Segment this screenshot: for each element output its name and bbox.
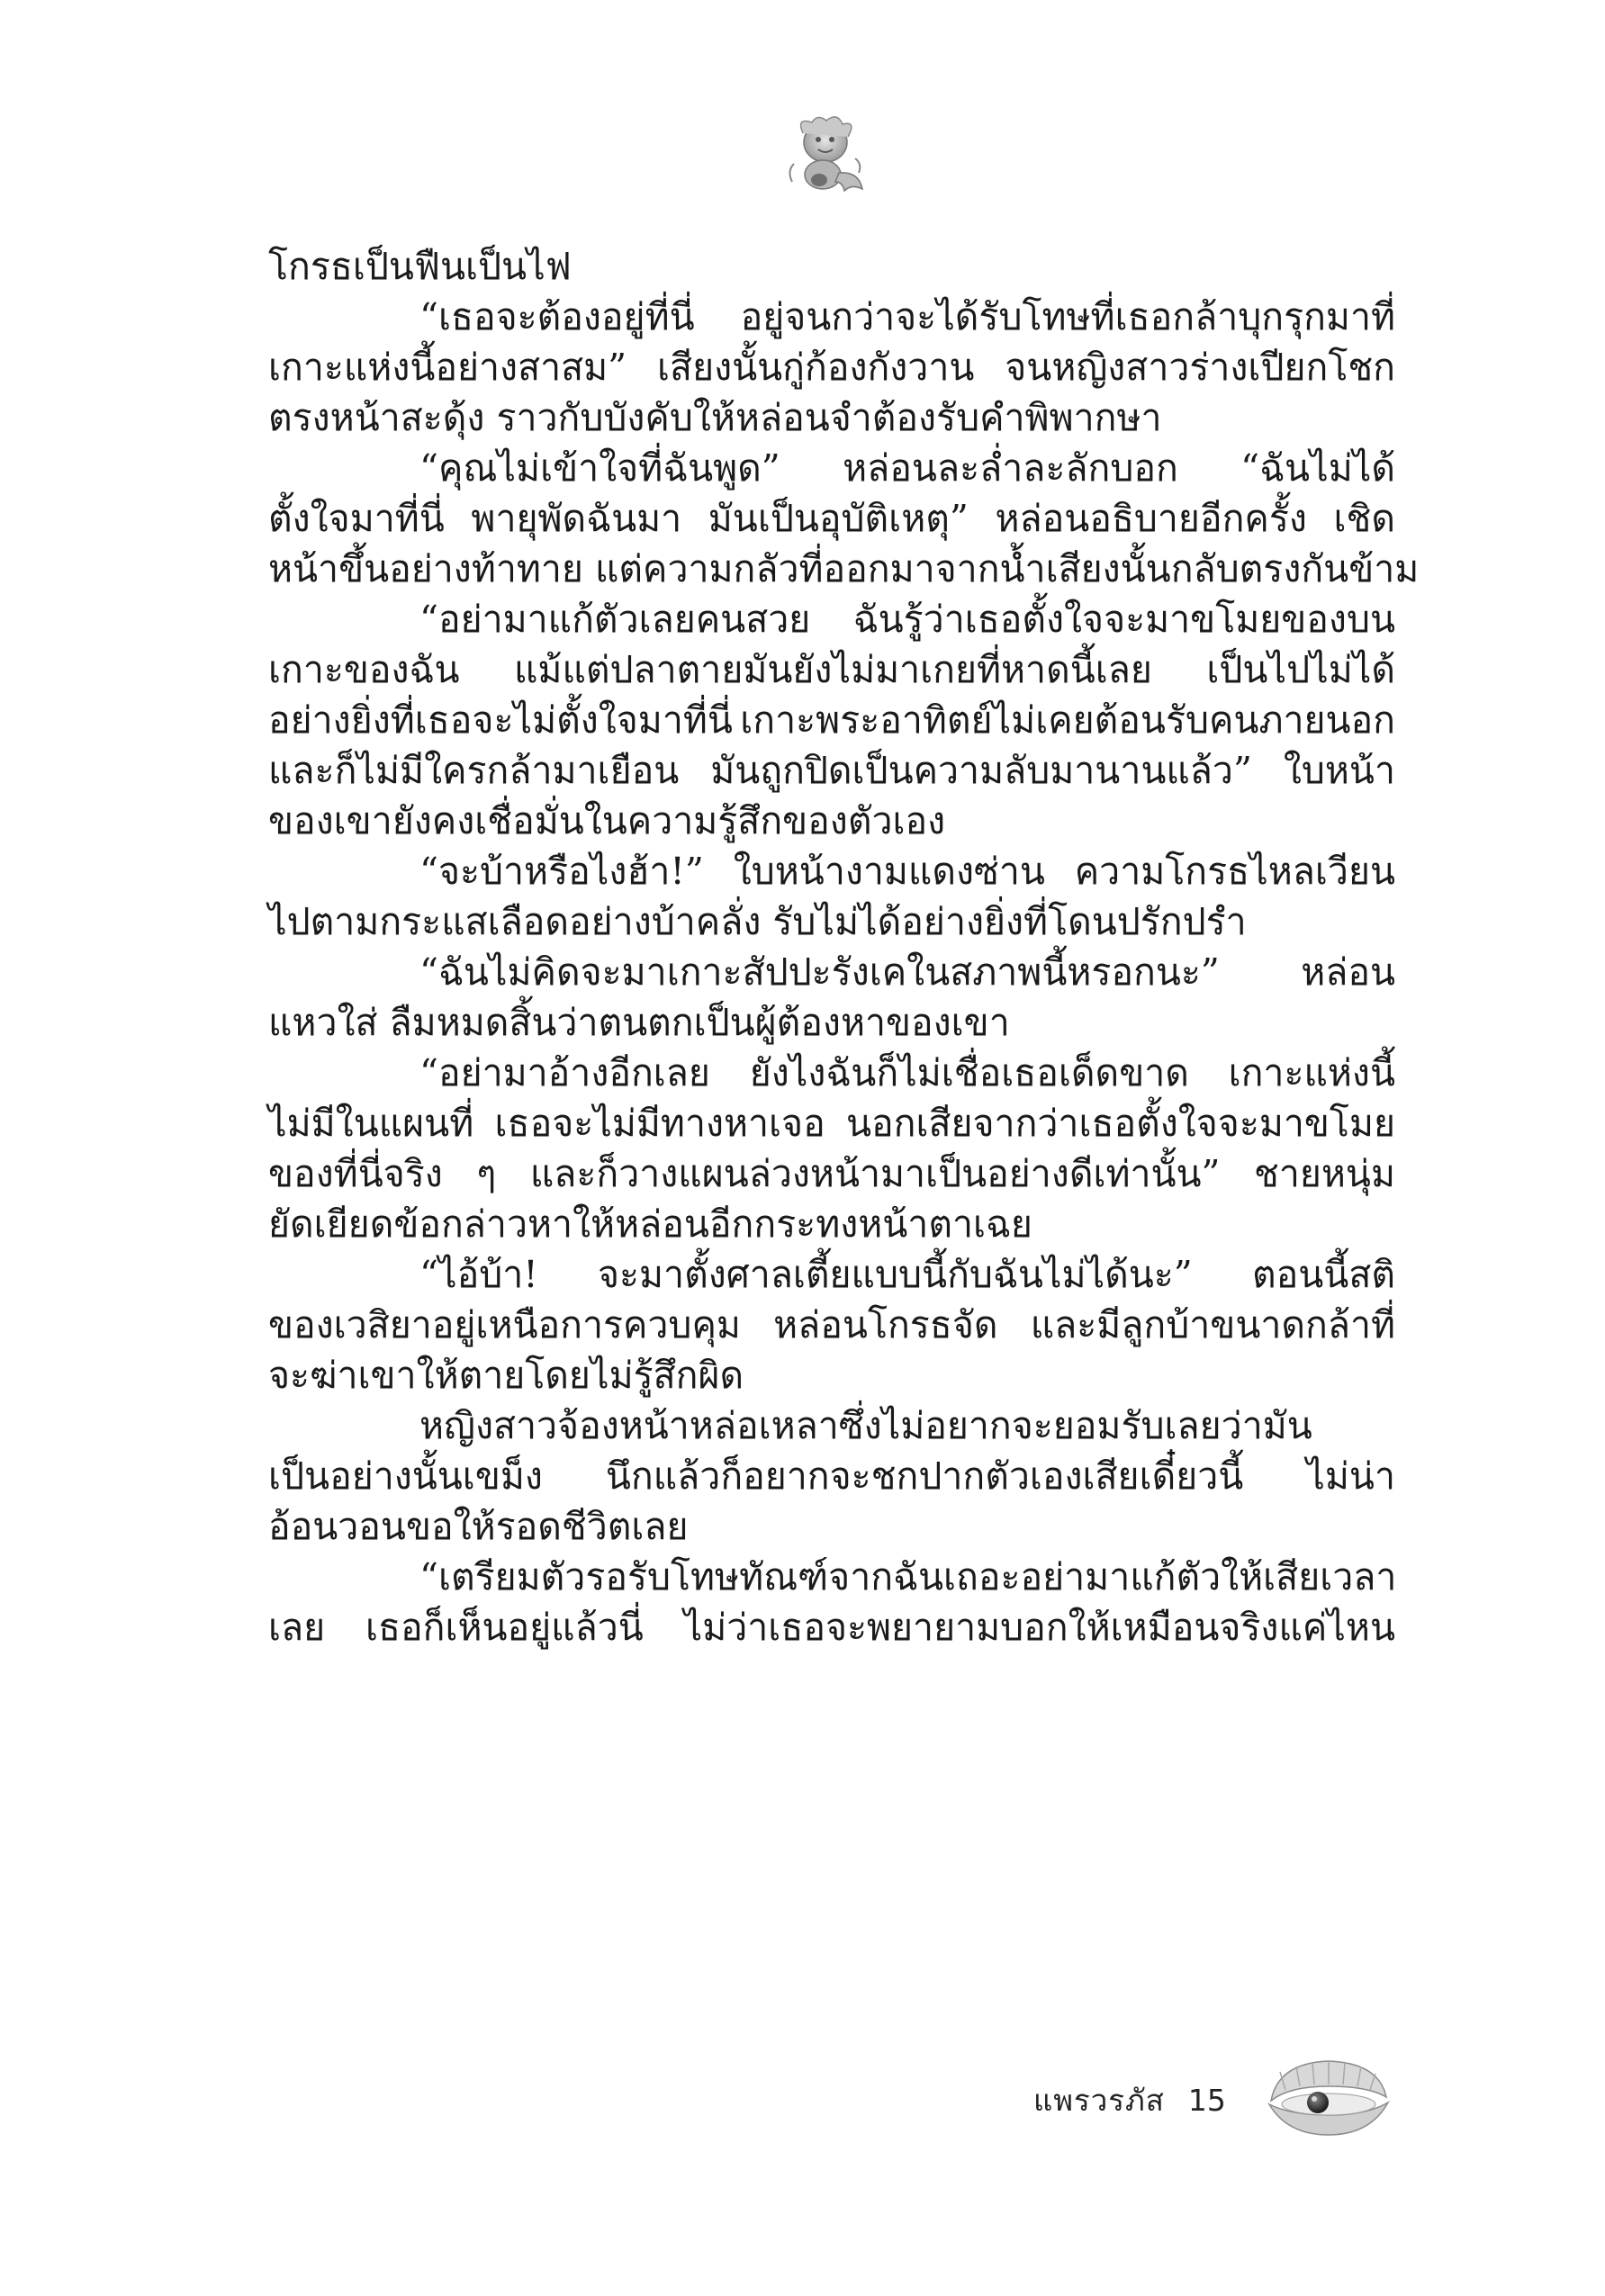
text-word: เลย — [268, 1606, 326, 1649]
text-word: ๆ — [476, 1152, 497, 1195]
text-line: ยัดเยียดข้อกล่าวหาให้หล่อนอีกกระทงหน้าตาเฉย — [268, 1202, 1032, 1246]
text-line — [268, 947, 1395, 997]
text-word: “อย่ามาอ้างอีกเลย — [419, 1051, 710, 1094]
text-line — [268, 1451, 1395, 1501]
text-word: ของเวสิยาอยู่เหนือการควบคุม — [268, 1303, 741, 1346]
text-line: ตรงหน้าสะดุ้ง ราวกับบังคับให้หล่อนจำต้องรับคำพิพากษา — [268, 396, 1162, 439]
text-line — [268, 493, 1395, 544]
text-word: เชิด — [1333, 497, 1395, 540]
text-word: หล่อนละล่ำละลักบอก — [843, 446, 1178, 490]
text-line: โกรธเป็นฟืนเป็นไฟ — [268, 245, 572, 288]
text-word: เกาะพระอาทิตย์ไม่เคยต้อนรับคนภายนอก — [740, 698, 1395, 742]
text-word: “อย่ามาแก้ตัวเลยคนสวย — [419, 598, 811, 641]
author-name: แพรวรภัส — [1033, 2082, 1165, 2118]
text-line: หน้าขึ้นอย่างท้าทาย แต่ความกลัวที่ออกมาจากน้ำเสียงนั้นกลับตรงกันข้าม — [268, 547, 1420, 590]
text-line: อ้อนวอนขอให้รอดชีวิตเลย — [268, 1505, 689, 1548]
text-word: อยู่จนกว่าจะได้รับโทษที่เธอกล้าบุกรุกมาที่ — [740, 295, 1395, 338]
text-word: ไม่ว่าเธอจะพยายามบอกให้เหมือนจริงแค่ไหน — [683, 1606, 1395, 1649]
text-line — [268, 846, 1395, 896]
mermaid-cherub-icon — [776, 106, 875, 205]
text-word: จะมาตั้งศาลเตี้ยแบบนี้กับฉันไม่ได้นะ” — [597, 1253, 1193, 1296]
text-line — [268, 1249, 1395, 1300]
text-word: อย่ามาแก้ตัวให้เสียเวลา — [1020, 1555, 1397, 1598]
text-word: นอกเสียจากว่าเธอตั้งใจจะมาขโมย — [846, 1102, 1395, 1145]
text-line — [268, 745, 1395, 796]
text-word: เกาะแห่งนี้ — [1228, 1051, 1395, 1094]
text-word: ตั้งใจมาที่นี่ — [268, 497, 445, 540]
text-word: “เธอจะต้องอยู่ที่นี่ — [419, 295, 695, 338]
text-line — [268, 1552, 1395, 1602]
text-line: ไปตามกระแสเลือดอย่างบ้าคลั่ง รับไม่ได้อย่างยิ่งที่โดนปรักปรำ — [268, 900, 1247, 943]
text-line — [268, 342, 1395, 392]
text-word: เธอก็เห็นอยู่แล้วนี่ — [365, 1606, 644, 1649]
text-word: ไม่น่า — [1306, 1454, 1395, 1498]
text-word: ความโกรธไหลเวียน — [1074, 850, 1395, 893]
text-word: ไม่มีในแผนที่ — [268, 1102, 474, 1145]
text-line — [268, 1602, 1395, 1652]
text-line — [268, 1400, 1395, 1451]
text-word: ใบหน้า — [1283, 749, 1395, 792]
text-line — [268, 1300, 1395, 1350]
text-line — [268, 443, 1395, 493]
text-word: ชายหนุ่ม — [1254, 1152, 1395, 1195]
story-text — [268, 241, 1420, 1652]
text-word: นึกแล้วก็อยากจะชกปากตัวเองเสียเดี๋ยวนี้ — [605, 1454, 1244, 1498]
text-line — [268, 695, 1395, 745]
text-word: ตอนนี้สติ — [1252, 1253, 1395, 1296]
text-word: “คุณไม่เข้าใจที่ฉันพูด” — [419, 446, 780, 490]
pearl-oyster-icon — [1260, 2045, 1395, 2144]
text-word: เกาะของฉัน — [268, 648, 460, 691]
text-word: จนหญิงสาวร่างเปียกโชก — [1005, 346, 1395, 389]
text-word: “ฉันไม่คิดจะมาเกาะสัปปะรังเคในสภาพนี้หรอกนะ” — [419, 950, 1220, 994]
text-word: และมีลูกบ้าขนาดกล้าที่ — [1030, 1303, 1395, 1346]
text-line: แหวใส่ ลืมหมดสิ้นว่าตนตกเป็นผู้ต้องหาของเขา — [268, 1001, 1010, 1044]
text-line: จะฆ่าเขาให้ตายโดยไม่รู้สึกผิด — [268, 1354, 744, 1397]
text-word: “ฉันไม่ได้ — [1240, 446, 1395, 490]
text-word: ใบหน้างามแดงซ่าน — [733, 850, 1045, 893]
text-word: และก็ไม่มีใครกล้ามาเยือน — [268, 749, 680, 792]
text-line — [268, 594, 1395, 644]
text-word: เสียงนั้นกู่ก้องกังวาน — [657, 346, 975, 389]
text-word: หล่อนโกรธจัด — [773, 1303, 998, 1346]
text-word: พายุพัดฉันมา — [471, 497, 682, 540]
text-word: เธอจะไม่มีทางหาเจอ — [494, 1102, 825, 1145]
page-footer — [1033, 2068, 1226, 2131]
text-word: ฉันรู้ว่าเธอตั้งใจจะมาขโมยของบน — [852, 598, 1395, 641]
text-word: “เตรียมตัวรอรับโทษทัณฑ์จากฉันเถอะ — [419, 1555, 1021, 1598]
text-line — [268, 1098, 1395, 1148]
page-number: 15 — [1187, 2082, 1226, 2118]
text-line — [268, 1148, 1395, 1199]
text-word: “ไอ้บ้า! — [419, 1253, 538, 1296]
text-line — [268, 1048, 1395, 1098]
text-word: มันเป็นอุบัติเหตุ” — [708, 497, 969, 540]
text-line: ของเขายังคงเชื่อมั่นในความรู้สึกของตัวเอง — [268, 799, 946, 842]
text-word: หล่อน — [1301, 950, 1395, 994]
text-word: และก็วางแผนล่วงหน้ามาเป็นอย่างดีเท่านั้น” — [529, 1152, 1221, 1195]
text-word: “จะบ้าหรือไงฮ้า!” — [419, 850, 704, 893]
text-word: เป็นอย่างนั้นเขม็ง — [268, 1454, 543, 1498]
text-word: หญิงสาวจ้องหน้าหล่อเหลาซึ่งไม่อยากจะยอมรับเลยว่ามัน — [419, 1404, 1312, 1447]
text-word: หล่อนอธิบายอีกครั้ง — [995, 497, 1307, 540]
text-line — [268, 644, 1395, 695]
text-word: อย่างยิ่งที่เธอจะไม่ตั้งใจมาที่นี่ — [268, 698, 733, 742]
text-word: แม้แต่ปลาตายมันยังไม่มาเกยที่หาดนี้เลย — [514, 648, 1152, 691]
text-word: ของที่นี่จริง — [268, 1152, 443, 1195]
text-word: ยังไงฉันก็ไม่เชื่อเธอเด็ดขาด — [749, 1051, 1189, 1094]
text-word: มันถูกปิดเป็นความลับมานานแล้ว” — [710, 749, 1252, 792]
text-line — [268, 292, 1395, 342]
text-word: เป็นไปไม่ได้ — [1206, 648, 1395, 691]
text-word: เกาะแห่งนี้อย่างสาสม” — [268, 346, 627, 389]
